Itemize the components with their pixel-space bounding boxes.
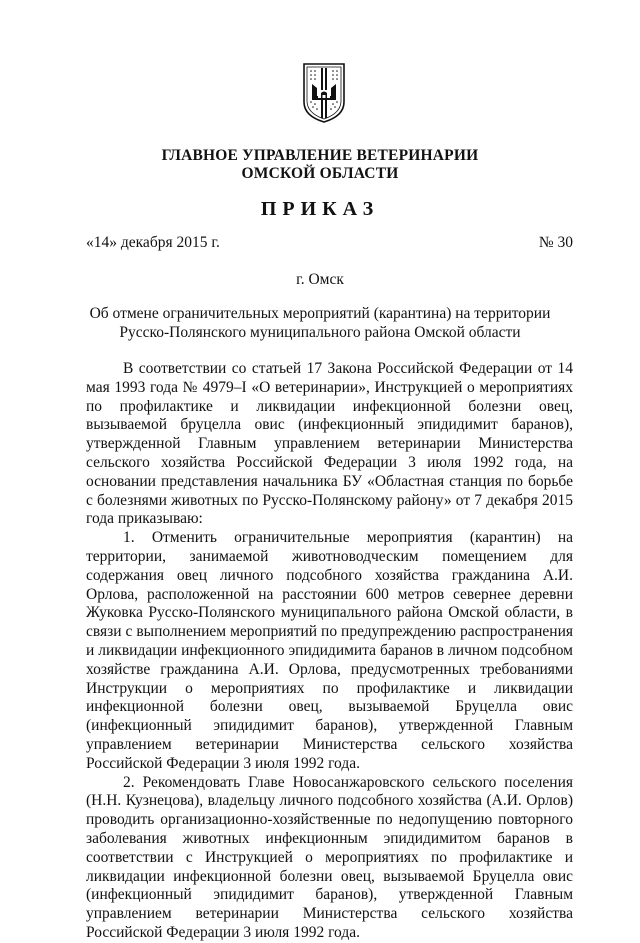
document-type-title: ПРИКАЗ [260, 198, 380, 220]
document-subject [0, 304, 640, 342]
organization-name-line1: ГЛАВНОЕ УПРАВЛЕНИЕ ВЕТЕРИНАРИИ [161, 147, 479, 164]
order-item-1: 1. Отменить ограничительные мероприятия (карантин) на территории, занимаемой животноводческим помещением для содержания овец личного подсобного хозяйства гражданина А.И. Орлова, расположенной на расстоянии 600 метров севернее деревни Жуковка Русско-Полянского муниципального района Омской области, в связи с выполнением мероприятий по предупреждению распространения и ликвидации инфекционного эпидидимита баранов в личном подсобном хозяйстве гражданина А.И. Орлова, предусмотренных требованиями Инструкции о мероприятиях по профилактике и ликвидации инфекционной болезни овец, вызываемой Бруцелла овис (инфекционный эпидидимит баранов), утвержденной Главным управлением ветеринарии Министерства сельского хозяйства Российской Федерации 3 июля 1992 года. [86, 529, 573, 772]
organization-name-line2: ОМСКОЙ ОБЛАСТИ [241, 165, 399, 182]
omsk-coat-of-arms-icon [301, 62, 347, 124]
document-city: г. Омск [296, 271, 344, 288]
document-body [86, 360, 573, 943]
document-date: «14» декабря 2015 г. [86, 234, 220, 251]
subject-line2: Русско-Полянского муниципального района Омской области [119, 324, 521, 341]
preamble-paragraph: В соответствии со статьей 17 Закона Российской Федерации от 14 мая 1993 года № 4979–I «О ветеринарии», Инструкцией о мероприятиях по профилактике и ликвидации инфекционной болезни овец, вызываемой бруцелла овис (инфекционный эпидидимит баранов), утвержденной Главным управлением ветеринарии Министерства сельского хозяйства Российской Федерации 3 июля 1992 года, на основании представления начальника БУ «Областная станция по борьбе с болезнями животных по Русско-Полянскому району» от 7 декабря 2015 года приказываю: [86, 360, 573, 528]
document-number: № 30 [538, 234, 573, 251]
subject-line1: Об отмене ограничительных мероприятий (карантина) на территории [89, 305, 551, 322]
order-item-2: 2. Рекомендовать Главе Новосанжаровского сельского поселения (Н.Н. Кузнецова), владельцу личного подсобного хозяйства (А.И. Орлов) проводить организационно-хозяйственные по недопущению повторного заболевания животных инфекционным эпидидимитом баранов в соответствии с Инструкцией о мероприятиях по профилактике и ликвидации инфекционной болезни овец, вызываемой Бруцелла овис (инфекционный эпидидимит баранов), утвержденной Главным управлением ветеринарии Министерства сельского хозяйства Российской Федерации 3 июля 1992 года. [86, 773, 573, 941]
